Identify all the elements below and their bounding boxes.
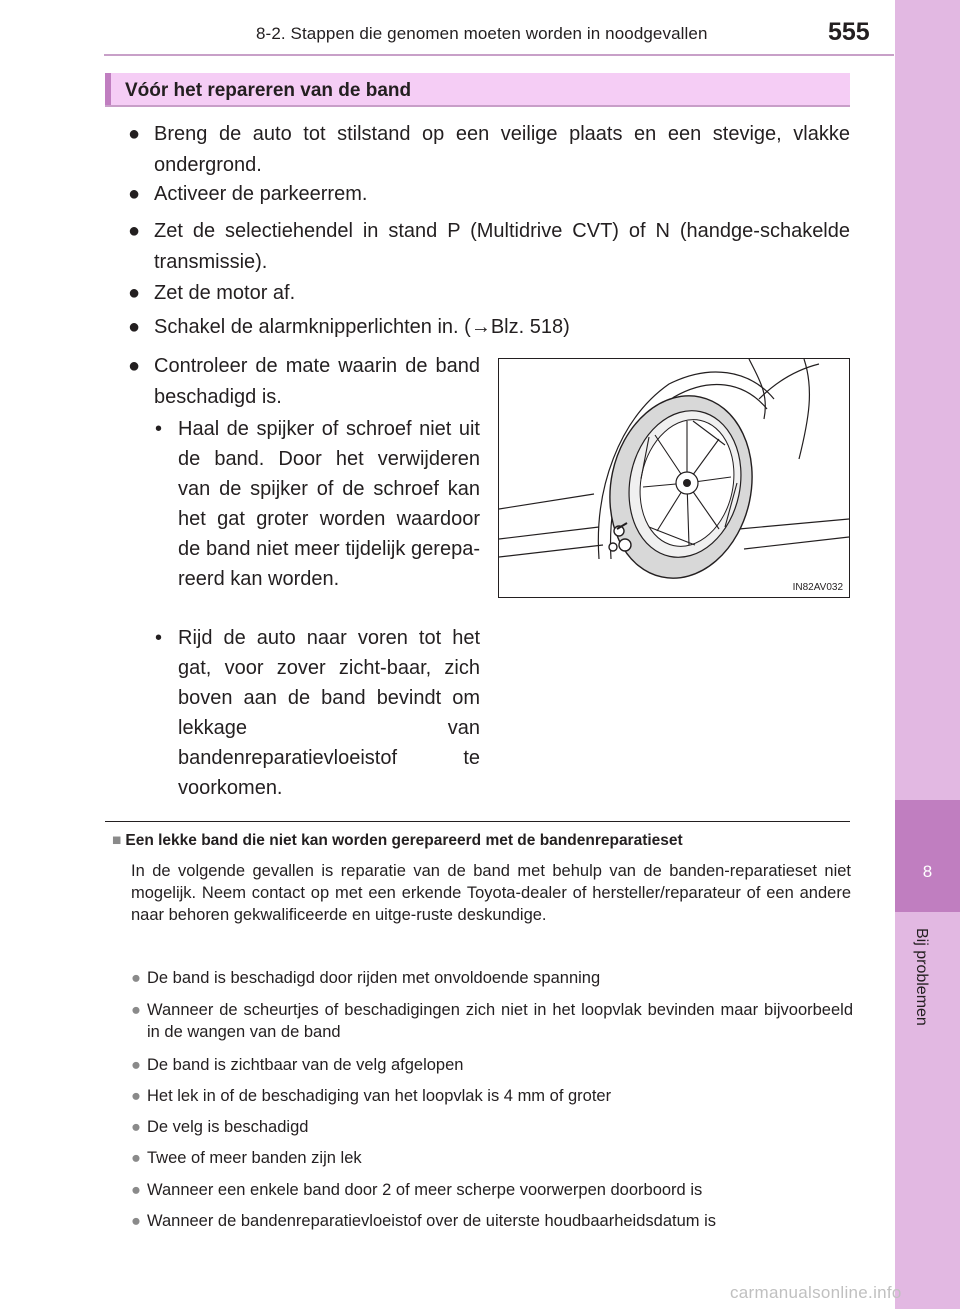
chapter-number: 8 xyxy=(922,862,933,881)
bullet-dot-icon: ● xyxy=(131,1056,141,1074)
bullet-text: Schakel de alarmknipperlichten in. (→Blz. 518) xyxy=(154,316,570,338)
bullet-dot-icon: ● xyxy=(131,969,141,987)
bullet-text: Zet de motor af. xyxy=(154,282,296,304)
sub-bullet-text: Rijd de auto naar voren tot het gat, voor zover zicht-baar, zich boven aan de band bevindt om lekkage van bandenreparatievloeistof te voorkomen. xyxy=(178,627,480,799)
sub-bullet-item xyxy=(155,623,480,803)
section-title-bar xyxy=(105,73,850,107)
car-wheel-illustration xyxy=(499,359,849,597)
section-divider xyxy=(105,821,850,822)
bullet-dot-icon: ● xyxy=(128,355,141,377)
bullet-dot-icon: ● xyxy=(131,1149,141,1167)
bullet-text: Activeer de parkeerrem. xyxy=(154,183,368,205)
bullet-item xyxy=(128,216,850,277)
bullet-dot-icon: ● xyxy=(131,1212,141,1230)
bullet-dot-icon: ● xyxy=(128,123,141,145)
bullet-dot-icon: ● xyxy=(128,282,141,304)
note-list-text: De band is beschadigd door rijden met onvoldoende spanning xyxy=(147,969,601,987)
header-rule xyxy=(104,54,894,56)
bullet-dot-icon: ● xyxy=(128,183,141,205)
page-header-title: 8-2. Stappen die genomen moeten worden in noodgevallen xyxy=(256,24,708,43)
figure-code-label: IN82AV032 xyxy=(792,582,843,593)
section-title: Vóór het repareren van de band xyxy=(125,80,412,101)
bullet-item xyxy=(128,179,850,210)
bullet-dot-icon: ● xyxy=(131,1001,141,1019)
tire-illustration xyxy=(498,358,850,598)
note-list-text: Het lek in of de beschadiging van het loopvlak is 4 mm of groter xyxy=(147,1087,612,1105)
bullet-item xyxy=(128,119,850,180)
chapter-label: Bij problemen xyxy=(913,928,930,1026)
watermark-text: carmanualsonline.info xyxy=(730,1283,902,1302)
note-paragraph: In de volgende gevallen is reparatie van de band met behulp van de banden-reparatieset niet mogelijk. Neem contact op met een erkende Toyota-dealer of hersteller/reparateur of een andere naar behoren gekwalificeerde en uitge-ruste deskundige. xyxy=(131,862,851,924)
bullet-text: Zet de selectiehendel in stand P (Multidrive CVT) of N (handge-schakelde transmissie). xyxy=(154,220,850,273)
sub-bullet-dot-icon: • xyxy=(155,627,163,649)
note-list-text: De band is zichtbaar van de velg afgelopen xyxy=(147,1056,464,1074)
note-list-text: Wanneer de scheurtjes of beschadigingen zich niet in het loopvlak bevinden maar bijvoorbeeld in de wangen van de band xyxy=(147,1001,853,1041)
bullet-dot-icon: ● xyxy=(131,1118,141,1136)
bullet-item xyxy=(128,312,850,343)
bullet-item xyxy=(128,278,850,309)
note-list-text: De velg is beschadigd xyxy=(147,1118,309,1136)
bullet-dot-icon: ● xyxy=(128,220,141,242)
note-list-text: Wanneer de bandenreparatievloeistof over de uiterste houdbaarheidsdatum is xyxy=(147,1212,717,1230)
sub-bullet-dot-icon: • xyxy=(155,418,163,440)
sub-bullet-text: Haal de spijker of schroef niet uit de band. Door het verwijderen van de spijker of de schroef kan het gat groter worden waardoor de band niet meer tijdelijk gerepa-reerd kan worden. xyxy=(178,418,480,590)
chapter-number-box xyxy=(895,800,960,912)
sub-bullet-item xyxy=(155,414,480,624)
note-heading xyxy=(112,832,683,850)
note-list-text: Wanneer een enkele band door 2 of meer scherpe voorwerpen doorboord is xyxy=(147,1181,703,1199)
bullet-text: Controleer de mate waarin de band beschadigd is. xyxy=(154,355,480,408)
chapter-side-tab xyxy=(895,0,960,1309)
note-heading-text: Een lekke band die niet kan worden gerepareerd met de bandenreparatieset xyxy=(125,832,683,849)
note-list-text: Twee of meer banden zijn lek xyxy=(147,1149,362,1167)
bullet-item-check-damage xyxy=(128,351,480,412)
bullet-dot-icon: ● xyxy=(131,1181,141,1199)
bullet-dot-icon: ● xyxy=(131,1087,141,1105)
bullet-dot-icon: ● xyxy=(128,316,141,338)
square-marker-icon: ■ xyxy=(112,832,122,849)
page-number: 555 xyxy=(828,18,870,46)
bullet-text: Breng de auto tot stilstand op een veilige plaats en een stevige, vlakke ondergrond. xyxy=(154,123,850,176)
